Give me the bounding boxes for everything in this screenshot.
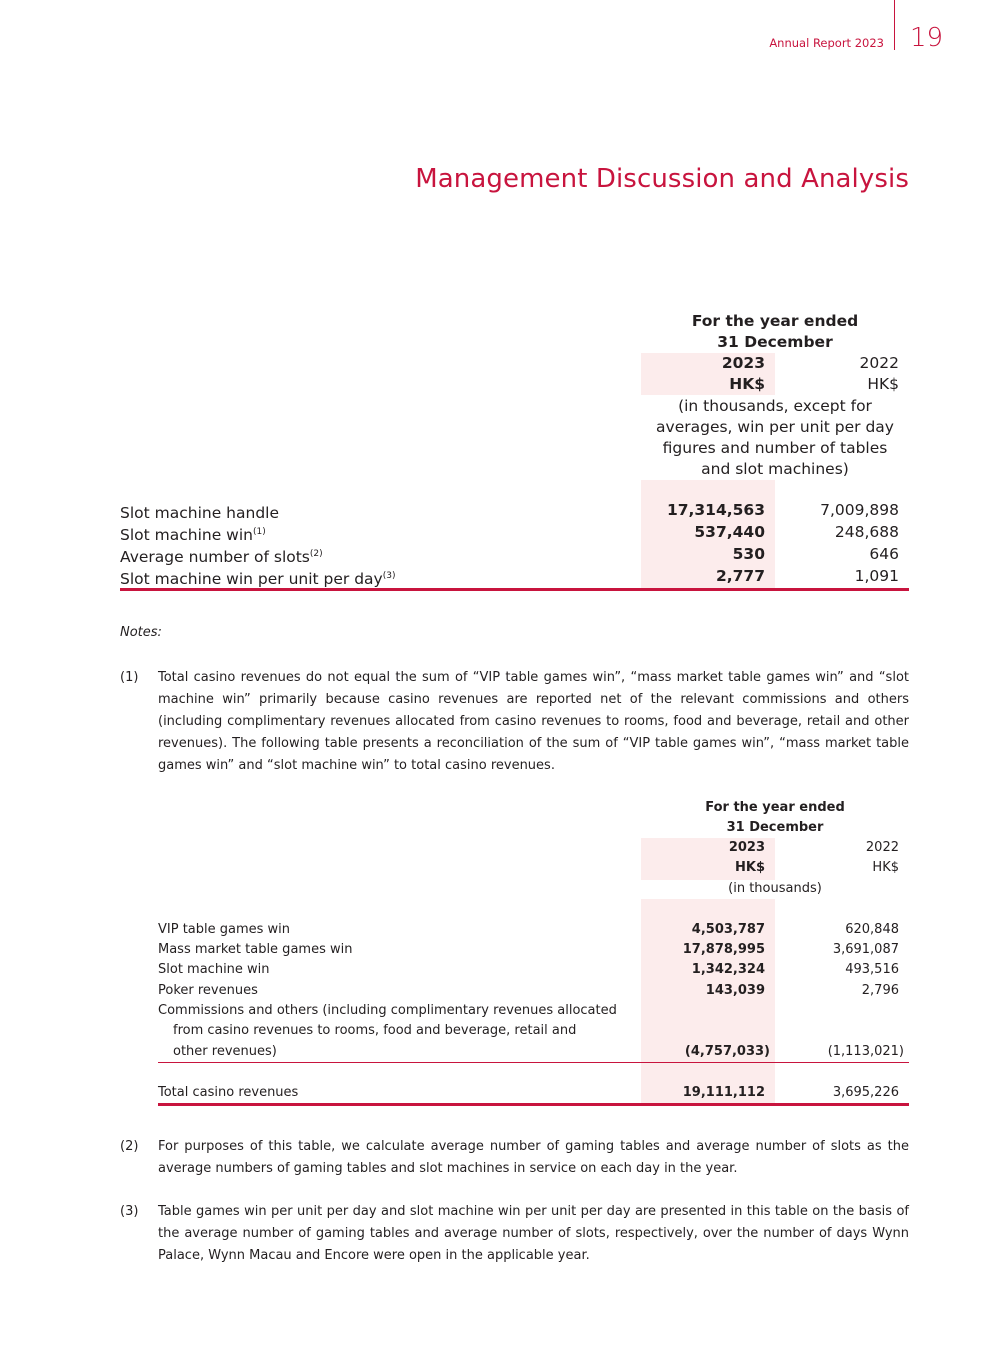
table1-year-prior: 2022 [859, 354, 899, 372]
table-row-label: Slot machine win per unit per day$^{(3)}$ [120, 570, 396, 589]
header-divider [894, 0, 895, 50]
table2-year-prior: 2022 [865, 840, 899, 855]
table1-currency-current: HK$ [729, 375, 765, 393]
table-row-label: from casino revenues to rooms, food and beverage, retail and [173, 1023, 577, 1038]
table1-period-heading: For the year ended [691, 312, 859, 330]
table2-period-date: 31 December [726, 820, 824, 835]
table-cell-prior: 248,688 [834, 523, 899, 541]
table-cell-prior: 646 [869, 545, 899, 563]
report-label: Annual Report 2023 [769, 36, 884, 50]
table-cell-current: 143,039 [705, 983, 765, 998]
table-row-label: Slot machine win$^{(1)}$ [120, 526, 266, 545]
table2-period-heading: For the year ended [705, 800, 845, 815]
table1-bottom-rule [120, 588, 909, 591]
page-number: 19 [910, 23, 944, 53]
note-text: Total casino revenues do not equal the sum of “VIP table games win”, “mass market table games win” and “slot machine win” primarily because casino revenues are reported net of the relevant commissions and others (including complimentary revenues allocated from casino revenues to rooms, food and beverage, retail and other revenues). The following table presents a reconciliation of the sum of “VIP table games win”, “mass market table games win” and “slot machine win” to total casino revenues. [158, 670, 909, 773]
note-number: (3) [120, 1204, 139, 1219]
table1-units-line: and slot machines) [701, 460, 849, 478]
table-cell-prior: (1,113,021) [827, 1044, 904, 1059]
table-row-label: Commissions and others (including complimentary revenues allocated [158, 1003, 617, 1018]
table-cell-prior: 620,848 [845, 922, 899, 937]
note-text: Table games win per unit per day and slot machine win per unit per day are presented in this table on the basis of the average number of gaming tables and average number of slots, respectively, over the number of days Wynn Palace, Wynn Macau and Encore were open in the applicable year. [158, 1204, 909, 1263]
table2-currency-prior: HK$ [872, 860, 899, 875]
table-cell-current: 2,777 [715, 567, 765, 585]
table2-units: (in thousands) [728, 881, 822, 896]
table-row-label: VIP table games win [158, 922, 291, 937]
table-cell-current: 537,440 [694, 523, 765, 541]
table-row-label: other revenues) [173, 1044, 277, 1059]
section-title: Management Discussion and Analysis [415, 164, 909, 194]
table-cell-prior: 2,796 [861, 983, 899, 998]
table2-currency-current: HK$ [735, 860, 765, 875]
table1-currency-prior: HK$ [867, 375, 899, 393]
table-row-label: Slot machine handle [120, 504, 279, 523]
table-row-label: Average number of slots$^{(2)}$ [120, 548, 323, 567]
table1-units-line: averages, win per unit per day [656, 418, 894, 436]
table-cell-current: 1,342,324 [691, 962, 765, 977]
table1-year-current: 2023 [721, 354, 765, 372]
table-cell-current: (4,757,033) [684, 1044, 770, 1059]
table-cell-prior: 7,009,898 [820, 501, 899, 519]
note-number: (1) [120, 670, 139, 685]
table-cell-current: 17,314,563 [666, 501, 765, 519]
table-cell-prior: 493,516 [845, 962, 899, 977]
table-row-label: Mass market table games win [158, 942, 353, 957]
table1-period-date: 31 December [717, 333, 833, 351]
table2-bottom-rule [158, 1103, 909, 1106]
note-text: For purposes of this table, we calculate average number of gaming tables and average number of slots as the average numbers of gaming tables and slot machines in service on each day in the year. [158, 1139, 909, 1176]
table2-subtotal-rule [158, 1062, 909, 1063]
table1-units-line: (in thousands, except for [678, 397, 872, 415]
table-cell-current: 17,878,995 [682, 942, 765, 957]
table-cell-current: 530 [732, 545, 765, 563]
total-row-label: Total casino revenues [158, 1085, 299, 1100]
table-cell-prior: 3,691,087 [832, 942, 899, 957]
note-number: (2) [120, 1139, 139, 1154]
table1-units-line: figures and number of tables [662, 439, 888, 457]
total-cell-prior: 3,695,226 [832, 1085, 899, 1100]
table-row-label: Poker revenues [158, 983, 258, 998]
table-row-label: Slot machine win [158, 962, 270, 977]
table-cell-prior: 1,091 [854, 567, 899, 585]
total-cell-current: 19,111,112 [682, 1085, 765, 1100]
notes-label: Notes: [120, 625, 162, 640]
table-cell-current: 4,503,787 [691, 922, 765, 937]
table2-year-current: 2023 [728, 840, 765, 855]
